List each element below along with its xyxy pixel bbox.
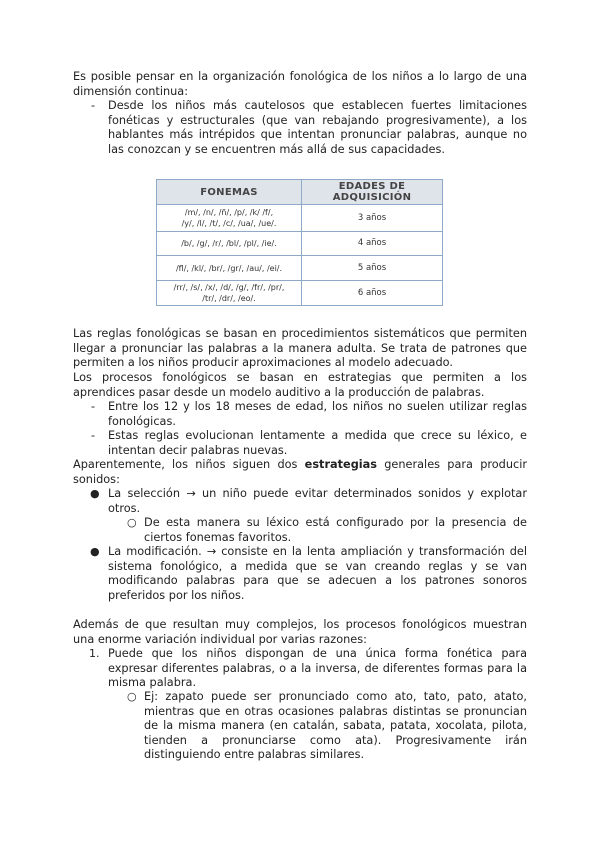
age-cell: 5 años [302, 256, 443, 281]
numbered-item: Puede que los niños dispongan de una única forma fonética para expresar diferentes palabras, o a la inversa, de diferentes formas para la misma palabra. [108, 647, 527, 690]
phoneme-cell: /b/, /g/, /r/, /bl/, /pl/, /ie/. [157, 232, 302, 256]
selection-sub-bullet: De esta manera su léxico está configurado por la presencia de ciertos fonemas favoritos. [144, 516, 527, 544]
table-row [157, 256, 443, 281]
phoneme-table [156, 179, 443, 306]
header-edades: EDADES DE ADQUISICIÓN [302, 180, 443, 205]
age-cell: 3 años [302, 205, 443, 232]
modification-bullet: La modificación. → consiste en la lenta ampliación y transformación del sistema fonológico, a medida que se van creando reglas y se van modificando palabras para que se adecuen a los patrones sonoros preferidos por los niños. [108, 545, 527, 602]
variation-paragraph: Además de que resultan muy complejos, los procesos fonológicos muestran una enorme variación individual por varias razones: [73, 618, 527, 646]
processes-paragraph: Los procesos fonológicos se basan en estrategias que permiten a los aprendices pasar desde un modelo auditivo a la producción de palabras. [73, 371, 527, 399]
dash-marker: - [91, 400, 96, 413]
phoneme-cell: /m/, /n/, /ñ/, /p/, /k/ /f/, /y/, /l/, /t/, /c/, /ua/, /ue/. [157, 205, 302, 232]
header-fonemas: FONEMAS [157, 180, 302, 205]
intro-dash-item: Desde los niños más cautelosos que establecen fuertes limitaciones fonéticas y estructurales (que van rebajando progresivamente), a los hablantes más intrépidos que intentan pronunciar palabras, aunque no las conozcan y se encuentren más allá de sus capacidades. [108, 99, 527, 156]
bullet-marker: ● [90, 487, 100, 500]
example-sub-bullet: Ej: zapato puede ser pronunciado como ato, tato, pato, atato, mientras que en otras ocasiones palabras distintas se pronuncian de la misma manera (en catalán, sabata, patata, xocolata, pilota, tienden a pronunciarse como ata). Progresivamente irán distinguiendo entre palabras similares. [144, 690, 527, 762]
circle-marker: ○ [127, 690, 137, 703]
age-cell: 6 años [302, 281, 443, 306]
rules-dash-item: Entre los 12 y los 18 meses de edad, los niños no suelen utilizar reglas fonológicas. [108, 400, 527, 428]
strategies-bold: estrategias [304, 458, 378, 471]
table-row [157, 232, 443, 256]
dash-marker: - [91, 429, 96, 442]
table-row [157, 205, 443, 232]
phoneme-cell: /fl/, /kl/, /br/, /gr/, /au/, /ei/. [157, 256, 302, 281]
bullet-marker: ● [90, 545, 100, 558]
rules-dash-item: Estas reglas evolucionan lentamente a medida que crece su léxico, e intentan decir palabras nuevas. [108, 429, 527, 457]
circle-marker: ○ [127, 516, 137, 529]
selection-bullet: La selección → un niño puede evitar determinados sonidos y explotar otros. [108, 487, 527, 515]
age-cell: 4 años [302, 232, 443, 256]
strategies-paragraph: Aparentemente, los niños siguen dos estrategias generales para producir sonidos: [73, 458, 527, 486]
number-marker: 1. [89, 647, 100, 660]
phoneme-cell: /rr/, /s/, /x/, /d/, /g/, /fr/, /pr/, /tr/, /dr/, /eo/. [157, 281, 302, 306]
rules-paragraph: Las reglas fonológicas se basan en procedimientos sistemáticos que permiten llegar a pronunciar las palabras a la manera adulta. Se trata de patrones que permiten a los niños producir aproximaciones al modelo adecuado. [73, 327, 527, 370]
dash-marker: - [91, 99, 96, 112]
table-row [157, 281, 443, 306]
intro-paragraph: Es posible pensar en la organización fonológica de los niños a lo largo de una dimensión continua: [73, 70, 527, 98]
